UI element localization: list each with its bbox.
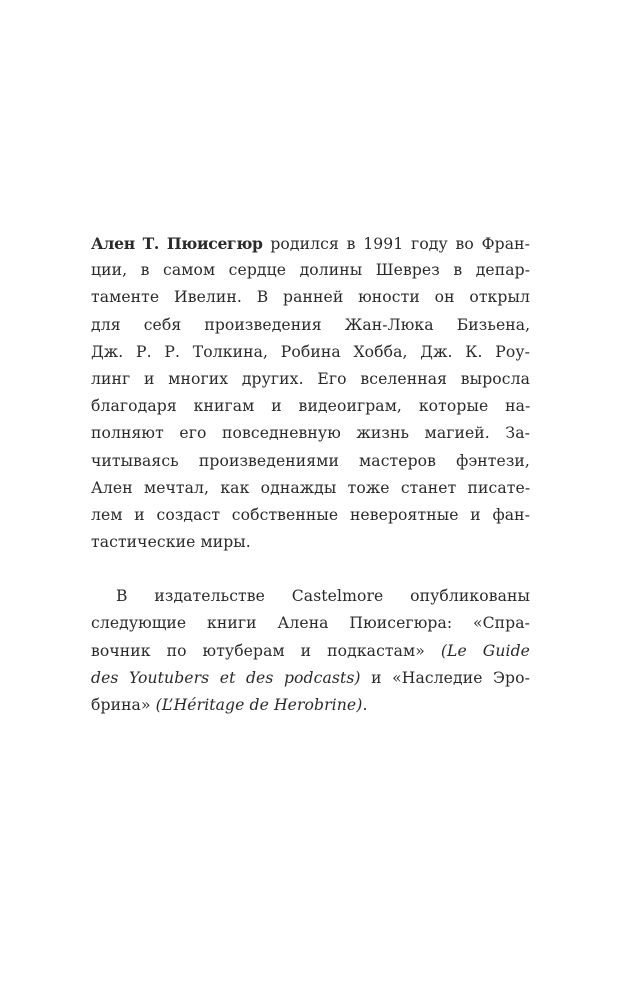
book-title-original: (Le Guide: [440, 641, 530, 660]
text-line: брина» (L’Héritage de Herobrine).: [91, 696, 368, 714]
text-line: линг и многих других. Его вселенная выросла: [91, 369, 530, 388]
author-name: Ален Т. Пюисегюр: [91, 234, 263, 253]
text-line: Ален Т. Пюисегюр родился в 1991 году во Фран-: [91, 234, 530, 253]
author-bio-paragraph: [91, 230, 530, 556]
text-line: для себя произведения Жан-Люка Бизьена,: [91, 315, 531, 334]
text-line: таменте Ивелин. В ранней юности он открыл: [91, 288, 530, 307]
publications-paragraph: [91, 583, 530, 719]
page-content: [91, 230, 530, 719]
text-line: вочник по ютуберам и подкастам» (Le Guide: [91, 641, 530, 660]
text-line: читываясь произведениями мастеров фэнтези,: [91, 451, 530, 470]
text-line: ции, в самом сердце долины Шеврез в депар-: [91, 261, 531, 280]
book-title-original: des Youtubers et des podcasts): [91, 668, 361, 687]
text-line: полняют его повседневную жизнь магией. За-: [91, 424, 530, 443]
text-line: лем и создаст собственные невероятные и фан-: [91, 505, 531, 524]
text-line: Ален мечтал, как однажды тоже станет писате-: [91, 478, 531, 497]
text-line: В издательстве Castelmore опубликованы: [116, 587, 530, 606]
text-line: благодаря книгам и видеоиграм, которые на-: [91, 397, 531, 416]
text-line: des Youtubers et des podcasts) и «Наследие Эро-: [91, 668, 530, 687]
text-line: следующие книги Алена Пюисегюра: «Спра-: [91, 614, 531, 633]
book-title-original: (L’Héritage de Herobrine): [155, 696, 363, 714]
text-line: тастические миры.: [91, 533, 251, 552]
text-line: Дж. Р. Р. Толкина, Робина Хобба, Дж. К. Роу-: [91, 342, 530, 361]
